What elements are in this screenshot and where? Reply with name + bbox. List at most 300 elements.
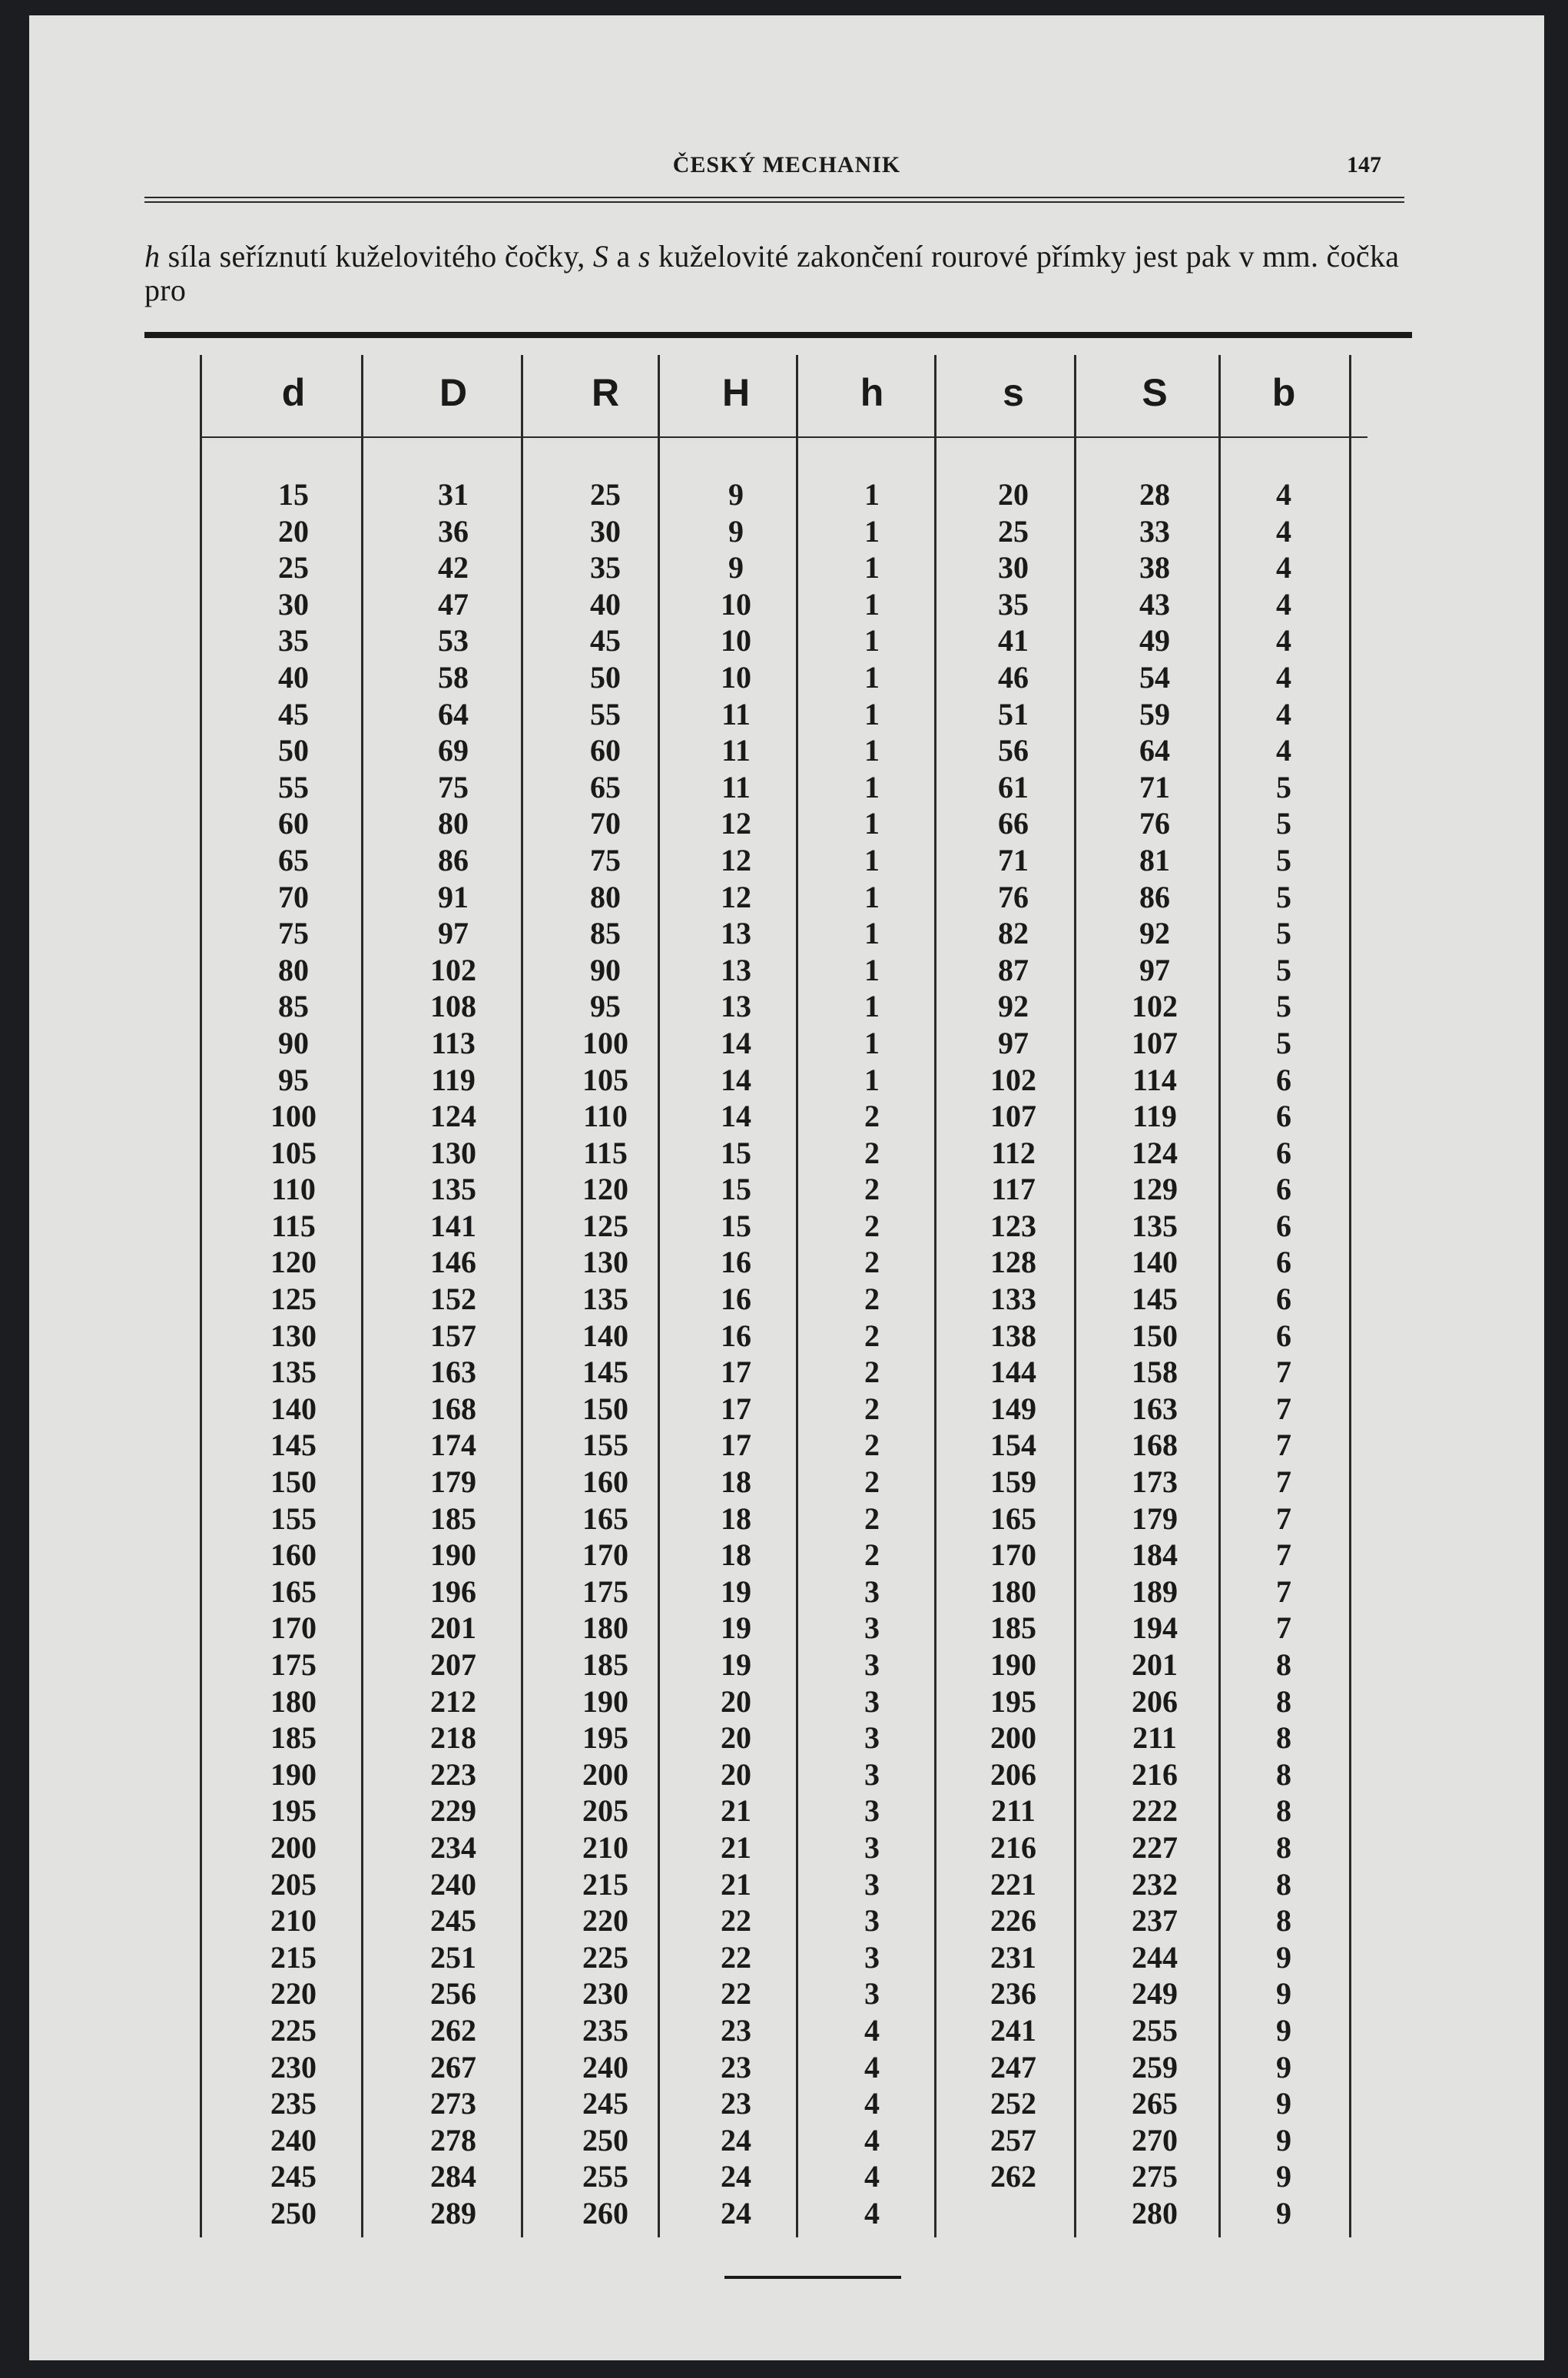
table-cell-D: 64	[438, 696, 469, 731]
table-cell-H: 23	[721, 2049, 751, 2084]
table-cell-s: 149	[990, 1391, 1036, 1426]
table-cell-b: 6	[1276, 1172, 1291, 1207]
table-row	[29, 659, 1544, 696]
table-cell-s: 170	[990, 1537, 1036, 1573]
table-cell-d: 90	[278, 1025, 309, 1060]
table-cell-s: 221	[990, 1866, 1036, 1902]
table-cell-d: 110	[271, 1172, 316, 1207]
table-cell-h: 1	[864, 733, 880, 768]
table-cell-s: 262	[990, 2159, 1036, 2194]
header-H: H	[721, 371, 751, 414]
table-cell-R: 30	[590, 513, 621, 549]
table-row	[29, 879, 1544, 916]
table-cell-S: 38	[1139, 550, 1170, 585]
table-cell-R: 190	[582, 1683, 628, 1719]
table-cell-b: 4	[1276, 586, 1291, 622]
table-row	[29, 1464, 1544, 1501]
table-row	[29, 1756, 1544, 1793]
table-cell-h: 1	[864, 916, 880, 951]
table-cell-b: 7	[1276, 1428, 1291, 1463]
table-cell-h: 3	[864, 1574, 880, 1609]
table-cell-h: 1	[864, 623, 880, 658]
table-cell-R: 50	[590, 659, 621, 695]
table-cell-H: 10	[721, 659, 751, 695]
table-cell-d: 130	[270, 1318, 317, 1353]
header-d: d	[281, 371, 306, 414]
table-cell-R: 225	[582, 1939, 628, 1975]
table-cell-s: 35	[998, 586, 1029, 622]
table-cell-D: 251	[430, 1939, 476, 1975]
table-cell-S: 28	[1139, 477, 1170, 512]
table-cell-s: 159	[990, 1464, 1036, 1500]
table-cell-R: 35	[590, 550, 621, 585]
table-cell-h: 2	[864, 1391, 880, 1426]
table-row	[29, 769, 1544, 806]
table-cell-H: 21	[721, 1793, 751, 1829]
table-row	[29, 2195, 1544, 2232]
table-cell-d: 170	[270, 1610, 317, 1646]
table-cell-H: 18	[721, 1464, 751, 1500]
table-cell-H: 9	[728, 477, 744, 512]
table-cell-R: 120	[582, 1172, 628, 1207]
table-cell-h: 1	[864, 513, 880, 549]
table-cell-h: 1	[864, 1025, 880, 1060]
table-cell-s: 82	[998, 916, 1029, 951]
table-cell-R: 115	[583, 1135, 628, 1170]
table-cell-S: 232	[1132, 1866, 1178, 1902]
table-cell-h: 1	[864, 989, 880, 1024]
table-cell-b: 6	[1276, 1208, 1291, 1243]
table-cell-R: 40	[590, 586, 621, 622]
table-cell-d: 55	[278, 769, 309, 804]
table-cell-d: 245	[270, 2159, 317, 2194]
table-cell-b: 5	[1276, 842, 1291, 877]
table-row	[29, 1866, 1544, 1903]
table-row	[29, 1208, 1544, 1245]
table-cell-R: 175	[582, 1574, 628, 1609]
table-cell-d: 15	[278, 477, 309, 512]
table-row	[29, 805, 1544, 842]
table-cell-S: 54	[1139, 659, 1170, 695]
table-cell-S: 259	[1132, 2049, 1178, 2084]
table-row	[29, 1318, 1544, 1355]
table-cell-S: 168	[1132, 1428, 1178, 1463]
table-cell-b: 8	[1276, 1647, 1291, 1682]
running-head	[29, 137, 1544, 175]
intro-paragraph	[144, 240, 1412, 307]
table-cell-D: 196	[430, 1574, 476, 1609]
table-cell-s: 200	[990, 1720, 1036, 1756]
table-cell-S: 184	[1132, 1537, 1178, 1573]
table-cell-d: 235	[270, 2086, 317, 2121]
table-cell-H: 24	[721, 2195, 751, 2230]
table-cell-d: 230	[270, 2049, 317, 2084]
table-cell-S: 76	[1139, 806, 1170, 841]
table-cell-D: 218	[430, 1720, 476, 1756]
table-cell-H: 12	[721, 806, 751, 841]
table-cell-H: 14	[721, 1062, 751, 1097]
table-cell-h: 2	[864, 1172, 880, 1207]
table-body	[29, 476, 1544, 2232]
S-symbol: S	[592, 239, 609, 274]
table-row	[29, 622, 1544, 659]
table-cell-R: 80	[590, 879, 621, 914]
table-cell-D: 284	[430, 2159, 476, 2194]
table-cell-H: 15	[721, 1135, 751, 1170]
table-cell-H: 9	[728, 550, 744, 585]
table-row	[29, 2012, 1544, 2049]
table-cell-h: 3	[864, 1903, 880, 1939]
table-cell-d: 135	[270, 1355, 317, 1390]
table-cell-D: 80	[438, 806, 469, 841]
table-cell-b: 5	[1276, 806, 1291, 841]
header-D: D	[439, 371, 468, 414]
table-cell-d: 120	[270, 1245, 317, 1280]
table-cell-h: 1	[864, 1062, 880, 1097]
table-cell-D: 113	[431, 1025, 476, 1060]
table-cell-H: 16	[721, 1245, 751, 1280]
table-cell-b: 8	[1276, 1793, 1291, 1829]
header-s: s	[1003, 371, 1024, 414]
table-cell-R: 260	[582, 2195, 628, 2230]
table-cell-b: 7	[1276, 1464, 1291, 1500]
table-cell-h: 1	[864, 806, 880, 841]
table-row	[29, 2085, 1544, 2122]
table-cell-S: 49	[1139, 623, 1170, 658]
table-row	[29, 988, 1544, 1025]
table-cell-H: 11	[721, 733, 751, 768]
table-cell-R: 160	[582, 1464, 628, 1500]
table-cell-S: 189	[1132, 1574, 1178, 1609]
table-cell-D: 174	[430, 1428, 476, 1463]
table-cell-D: 207	[430, 1647, 476, 1682]
table-cell-D: 201	[430, 1610, 476, 1646]
table-cell-R: 220	[582, 1903, 628, 1939]
table-cell-d: 195	[270, 1793, 317, 1829]
table-row	[29, 1793, 1544, 1829]
table-cell-d: 190	[270, 1756, 317, 1792]
table-cell-H: 21	[721, 1866, 751, 1902]
table-cell-s: 211	[991, 1793, 1036, 1829]
table-cell-S: 201	[1132, 1647, 1178, 1682]
table-cell-R: 185	[582, 1647, 628, 1682]
intro-text-a: a	[608, 239, 638, 274]
table-cell-s: 123	[990, 1208, 1036, 1243]
table-cell-s: 61	[998, 769, 1029, 804]
table-cell-h: 1	[864, 952, 880, 987]
table-cell-h: 3	[864, 1756, 880, 1792]
table-cell-d: 140	[270, 1391, 317, 1426]
table-cell-s: 138	[990, 1318, 1036, 1353]
table-cell-b: 9	[1276, 2086, 1291, 2121]
table-cell-b: 9	[1276, 2012, 1291, 2048]
table-cell-D: 223	[430, 1756, 476, 1792]
table-cell-D: 185	[430, 1501, 476, 1536]
h-symbol: h	[144, 239, 161, 274]
table-cell-R: 60	[590, 733, 621, 768]
table-cell-S: 206	[1132, 1683, 1178, 1719]
table-row	[29, 1062, 1544, 1099]
table-cell-s: 71	[998, 842, 1029, 877]
table-row	[29, 1135, 1544, 1172]
table-cell-d: 205	[270, 1866, 317, 1902]
table-cell-d: 220	[270, 1976, 317, 2012]
table-row	[29, 1171, 1544, 1208]
table-cell-d: 80	[278, 952, 309, 987]
table-cell-s: 247	[990, 2049, 1036, 2084]
table-cell-d: 175	[270, 1647, 317, 1682]
table-cell-H: 20	[721, 1683, 751, 1719]
table-cell-R: 45	[590, 623, 621, 658]
table-row	[29, 1244, 1544, 1281]
table-cell-S: 244	[1132, 1939, 1178, 1975]
table-cell-h: 4	[864, 2159, 880, 2194]
table-cell-H: 10	[721, 586, 751, 622]
table-cell-d: 45	[278, 696, 309, 731]
table-row	[29, 1939, 1544, 1976]
table-cell-H: 23	[721, 2086, 751, 2121]
table-cell-S: 64	[1139, 733, 1170, 768]
table-cell-d: 40	[278, 659, 309, 695]
table-cell-s: 25	[998, 513, 1029, 549]
table-cell-d: 60	[278, 806, 309, 841]
table-cell-h: 1	[864, 477, 880, 512]
table-cell-h: 4	[864, 2122, 880, 2157]
table-cell-R: 75	[590, 842, 621, 877]
table-cell-R: 250	[582, 2122, 628, 2157]
header-S: S	[1142, 371, 1168, 414]
table-cell-d: 210	[270, 1903, 317, 1939]
table-cell-H: 14	[721, 1099, 751, 1134]
table-cell-D: 152	[430, 1282, 476, 1317]
table-cell-R: 205	[582, 1793, 628, 1829]
table-cell-D: 157	[430, 1318, 476, 1353]
table-cell-b: 5	[1276, 952, 1291, 987]
table-cell-S: 119	[1132, 1099, 1177, 1134]
table-cell-d: 155	[270, 1501, 317, 1536]
table-row	[29, 2122, 1544, 2159]
table-cell-S: 179	[1132, 1501, 1178, 1536]
table-row	[29, 1537, 1544, 1574]
table-cell-b: 4	[1276, 659, 1291, 695]
table-cell-b: 5	[1276, 769, 1291, 804]
table-cell-H: 20	[721, 1720, 751, 1756]
table-cell-d: 25	[278, 550, 309, 585]
table-cell-D: 146	[430, 1245, 476, 1280]
table-cell-b: 4	[1276, 623, 1291, 658]
table-cell-b: 6	[1276, 1245, 1291, 1280]
table-cell-s: 257	[990, 2122, 1036, 2157]
table-row	[29, 696, 1544, 733]
table-cell-D: 31	[438, 477, 469, 512]
table-cell-R: 200	[582, 1756, 628, 1792]
table-cell-D: 130	[430, 1135, 476, 1170]
table-cell-H: 24	[721, 2122, 751, 2157]
table-cell-S: 249	[1132, 1976, 1178, 2012]
table-cell-h: 1	[864, 769, 880, 804]
table-cell-h: 2	[864, 1208, 880, 1243]
table-cell-b: 5	[1276, 916, 1291, 951]
table-cell-D: 75	[438, 769, 469, 804]
table-cell-s: 46	[998, 659, 1029, 695]
book-page	[29, 15, 1544, 2360]
table-cell-D: 36	[438, 513, 469, 549]
table-cell-H: 11	[721, 769, 751, 804]
table-cell-h: 2	[864, 1355, 880, 1390]
table-cell-S: 237	[1132, 1903, 1178, 1939]
table-cell-R: 105	[582, 1062, 628, 1097]
table-cell-s: 231	[990, 1939, 1036, 1975]
table-row	[29, 1391, 1544, 1428]
table-cell-b: 6	[1276, 1135, 1291, 1170]
table-cell-b: 9	[1276, 2195, 1291, 2230]
table-cell-H: 17	[721, 1355, 751, 1390]
table-cell-H: 17	[721, 1428, 751, 1463]
table-cell-b: 8	[1276, 1903, 1291, 1939]
table-cell-d: 240	[270, 2122, 317, 2157]
table-cell-R: 65	[590, 769, 621, 804]
table-cell-s: 190	[990, 1647, 1036, 1682]
table-cell-b: 9	[1276, 1976, 1291, 2012]
table-cell-h: 4	[864, 2012, 880, 2048]
table-cell-s: 241	[990, 2012, 1036, 2048]
table-cell-D: 97	[438, 916, 469, 951]
table-cell-H: 9	[728, 513, 744, 549]
table-cell-b: 9	[1276, 2122, 1291, 2157]
table-cell-H: 18	[721, 1537, 751, 1573]
table-cell-S: 129	[1132, 1172, 1178, 1207]
table-cell-s: 165	[990, 1501, 1036, 1536]
table-row	[29, 1683, 1544, 1720]
table-cell-S: 59	[1139, 696, 1170, 731]
table-cell-H: 18	[721, 1501, 751, 1536]
table-cell-R: 140	[582, 1318, 628, 1353]
table-cell-d: 20	[278, 513, 309, 549]
table-cell-H: 19	[721, 1610, 751, 1646]
table-cell-b: 7	[1276, 1501, 1291, 1536]
table-cell-D: 179	[430, 1464, 476, 1500]
table-cell-S: 270	[1132, 2122, 1178, 2157]
table-cell-d: 35	[278, 623, 309, 658]
table-cell-b: 4	[1276, 733, 1291, 768]
table-cell-S: 222	[1132, 1793, 1178, 1829]
table-cell-R: 195	[582, 1720, 628, 1756]
table-cell-d: 185	[270, 1720, 317, 1756]
table-cell-S: 102	[1132, 989, 1178, 1024]
table-cell-R: 100	[582, 1025, 628, 1060]
table-cell-d: 165	[270, 1574, 317, 1609]
table-cell-D: 102	[430, 952, 476, 987]
table-cell-S: 140	[1132, 1245, 1178, 1280]
table-cell-b: 7	[1276, 1574, 1291, 1609]
table-cell-d: 225	[270, 2012, 317, 2048]
table-cell-h: 2	[864, 1245, 880, 1280]
table-cell-D: 108	[430, 989, 476, 1024]
header-h: h	[860, 371, 884, 414]
table-cell-H: 14	[721, 1025, 751, 1060]
table-row	[29, 732, 1544, 769]
table-cell-D: 119	[431, 1062, 476, 1097]
table-cell-h: 3	[864, 1793, 880, 1829]
table-cell-D: 91	[438, 879, 469, 914]
table-cell-R: 240	[582, 2049, 628, 2084]
table-cell-s: 56	[998, 733, 1029, 768]
table-top-rule	[144, 332, 1412, 338]
table-row	[29, 476, 1544, 513]
table-cell-S: 158	[1132, 1355, 1178, 1390]
table-cell-s: 154	[990, 1428, 1036, 1463]
table-cell-d: 145	[270, 1428, 317, 1463]
table-cell-D: 289	[430, 2195, 476, 2230]
table-row	[29, 2158, 1544, 2195]
table-cell-R: 90	[590, 952, 621, 987]
table-cell-b: 5	[1276, 879, 1291, 914]
table-cell-b: 9	[1276, 1939, 1291, 1975]
table-cell-R: 95	[590, 989, 621, 1024]
table-cell-S: 150	[1132, 1318, 1178, 1353]
page-number: 147	[1347, 152, 1381, 177]
table-cell-d: 65	[278, 842, 309, 877]
table-cell-R: 55	[590, 696, 621, 731]
table-cell-b: 8	[1276, 1683, 1291, 1719]
table-cell-R: 125	[582, 1208, 628, 1243]
table-cell-b: 9	[1276, 2159, 1291, 2194]
table-cell-d: 200	[270, 1829, 317, 1865]
table-cell-d: 160	[270, 1537, 317, 1573]
table-cell-d: 95	[278, 1062, 309, 1097]
table-cell-D: 240	[430, 1866, 476, 1902]
table-row	[29, 915, 1544, 952]
table-row	[29, 1829, 1544, 1866]
table-cell-D: 141	[430, 1208, 476, 1243]
table-cell-b: 8	[1276, 1756, 1291, 1792]
table-cell-s: 252	[990, 2086, 1036, 2121]
journal-title: ČESKÝ MECHANIK	[672, 152, 901, 177]
table-cell-S: 33	[1139, 513, 1170, 549]
table-cell-d: 250	[270, 2195, 317, 2230]
table-cell-S: 107	[1132, 1025, 1178, 1060]
table-row	[29, 586, 1544, 623]
table-cell-h: 2	[864, 1464, 880, 1500]
table-cell-D: 168	[430, 1391, 476, 1426]
table-row	[29, 1098, 1544, 1135]
table-cell-s: 102	[990, 1062, 1036, 1097]
table-cell-h: 3	[864, 1610, 880, 1646]
table-cell-H: 13	[721, 916, 751, 951]
table-cell-s: 133	[990, 1282, 1036, 1317]
table-cell-S: 216	[1132, 1756, 1178, 1792]
table-cell-H: 22	[721, 1903, 751, 1939]
table-cell-R: 130	[582, 1245, 628, 1280]
table-cell-D: 163	[430, 1355, 476, 1390]
table-row	[29, 952, 1544, 989]
table-cell-d: 30	[278, 586, 309, 622]
table-cell-S: 92	[1139, 916, 1170, 951]
table-cell-H: 16	[721, 1282, 751, 1317]
table-cell-h: 2	[864, 1501, 880, 1536]
table-cell-S: 211	[1132, 1720, 1177, 1756]
table-cell-h: 2	[864, 1428, 880, 1463]
table-cell-s: 128	[990, 1245, 1036, 1280]
table-cell-d: 150	[270, 1464, 317, 1500]
intro-text-1: síla seříznutí kuželovitého čočky,	[160, 239, 593, 274]
table-cell-R: 235	[582, 2012, 628, 2048]
table-cell-h: 4	[864, 2086, 880, 2121]
header-bottom-rule	[200, 436, 1367, 438]
s-symbol: s	[638, 239, 651, 274]
footer-rule	[724, 2276, 901, 2279]
table-cell-D: 53	[438, 623, 469, 658]
